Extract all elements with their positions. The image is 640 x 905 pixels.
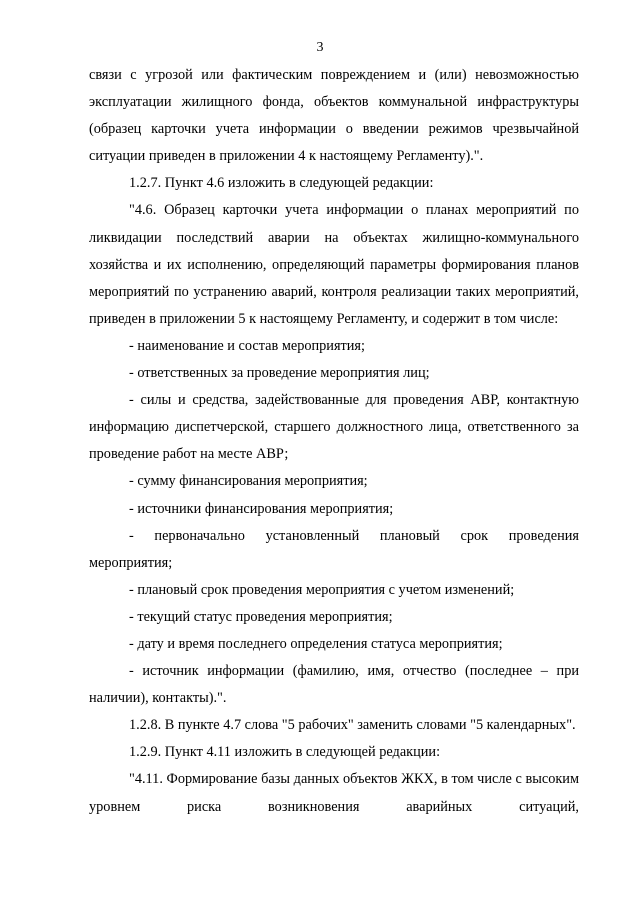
list-item: - дату и время последнего определения статуса мероприятия; <box>129 635 503 652</box>
paragraph-clause-4-11: "4.11. Формирование базы данных объектов ЖКХ, в том числе с высоким уровнем риска возникновения аварийных ситуаций, <box>89 771 579 815</box>
list-item: - источник информации (фамилию, имя, отчество (последнее – при наличии), контакты).". <box>89 663 579 707</box>
list-item: - сумму финансирования мероприятия; <box>129 473 368 490</box>
list-item: - силы и средства, задействованные для проведения АВР, контактную информацию диспетчерской, старшего должностного лица, ответственного за проведение работ на месте АВР; <box>89 392 579 463</box>
document-body <box>89 62 579 821</box>
list-item: - плановый срок проведения мероприятия с учетом изменений; <box>129 581 515 598</box>
paragraph-continuation: связи с угрозой или фактическим повреждением и (или) невозможностью эксплуатации жилищного фонда, объектов коммунальной инфраструктуры (образец карточки учета информации о введении режимов чрезвычайной ситуации приведен в приложении 4 к настоящему Регламенту).". <box>89 67 579 165</box>
paragraph-item-1-2-7: 1.2.7. Пункт 4.6 изложить в следующей редакции: <box>129 175 434 192</box>
list-item: - источники финансирования мероприятия; <box>129 500 394 517</box>
page-number: 3 <box>316 40 324 55</box>
paragraph-clause-4-6: "4.6. Образец карточки учета информации о планах мероприятий по ликвидации последствий аварии на объектах жилищно-коммунального хозяйства и их исполнению, определяющий параметры формирования планов мероприятий по устранению аварий, контроля реализации таких мероприятий, приведен в приложении 5 к настоящему Регламенту, и содержит в том числе: <box>89 202 579 327</box>
paragraph-item-1-2-8: 1.2.8. В пункте 4.7 слова "5 рабочих" заменить словами "5 календарных". <box>129 717 576 734</box>
list-item: - ответственных за проведение мероприятия лиц; <box>129 365 430 382</box>
list-item: - текущий статус проведения мероприятия; <box>129 608 393 625</box>
paragraph-item-1-2-9: 1.2.9. Пункт 4.11 изложить в следующей редакции: <box>129 744 441 761</box>
list-item: - первоначально установленный плановый срок проведения мероприятия; <box>89 527 579 571</box>
list-item: - наименование и состав мероприятия; <box>129 337 365 354</box>
